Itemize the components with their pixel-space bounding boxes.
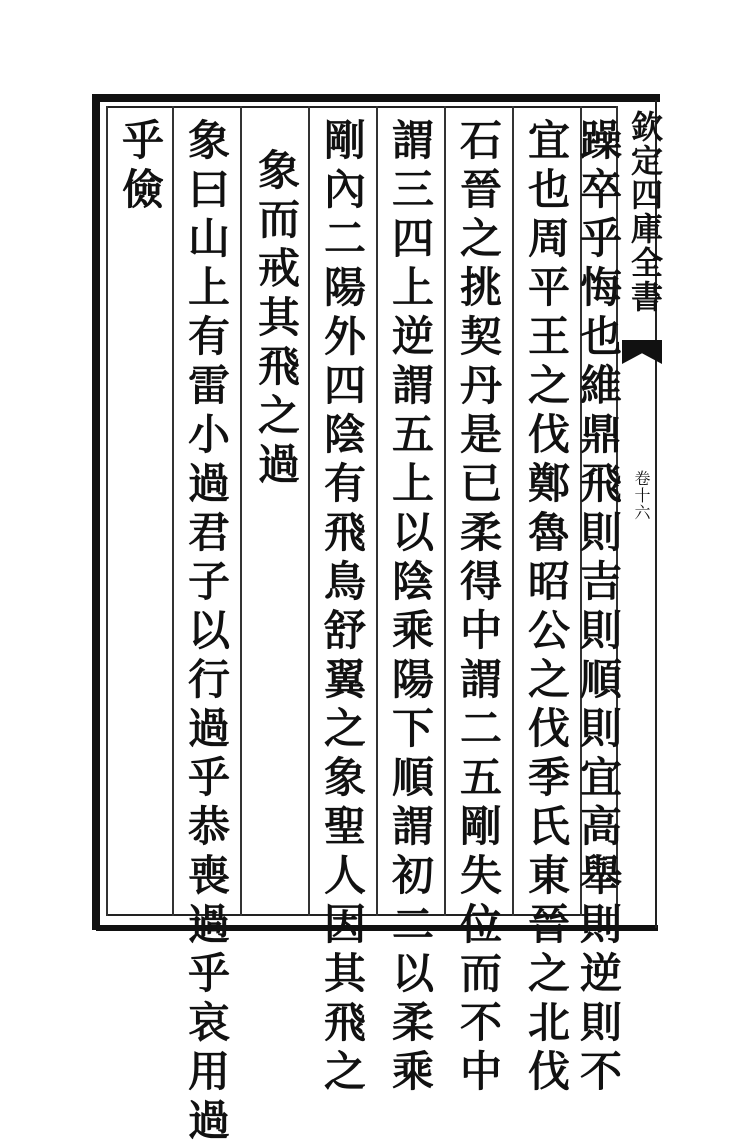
gutter-juan-label: 卷十六 xyxy=(632,470,651,521)
column-rule xyxy=(376,106,378,916)
text-column: 躁卒乎悔也維鼎飛則吉則順則宜高舉則逆則不 xyxy=(574,118,623,1098)
gutter-title: 欽定四庫全書 xyxy=(626,110,664,314)
column-rule xyxy=(240,106,242,916)
column-rule xyxy=(106,106,108,916)
column-rule xyxy=(172,106,174,916)
inner-top-line xyxy=(106,106,616,108)
frame-top-border xyxy=(92,94,660,102)
text-column: 謂三四上逆謂五上以陰乘陽下順謂初二以柔乘 xyxy=(386,118,435,1098)
column-rule xyxy=(308,106,310,916)
frame-left-border xyxy=(92,94,100,930)
text-column: 象曰山上有雷小過君子以行過乎恭喪過乎哀用過 xyxy=(182,118,231,1147)
column-rule xyxy=(444,106,446,916)
text-column: 石晉之挑契丹是已柔得中謂二五剛失位而不中 xyxy=(454,118,503,1098)
text-column: 宜也周平王之伐鄭魯昭公之伐季氏東晉之北伐 xyxy=(522,118,571,1098)
text-column: 乎儉 xyxy=(116,118,165,216)
text-column: 剛內二陽外四陰有飛鳥舒翼之象聖人因其飛之 xyxy=(318,118,367,1098)
fishtail-mark xyxy=(622,340,662,364)
column-rule xyxy=(512,106,514,916)
text-column: 象而戒其飛之過 xyxy=(252,148,301,491)
